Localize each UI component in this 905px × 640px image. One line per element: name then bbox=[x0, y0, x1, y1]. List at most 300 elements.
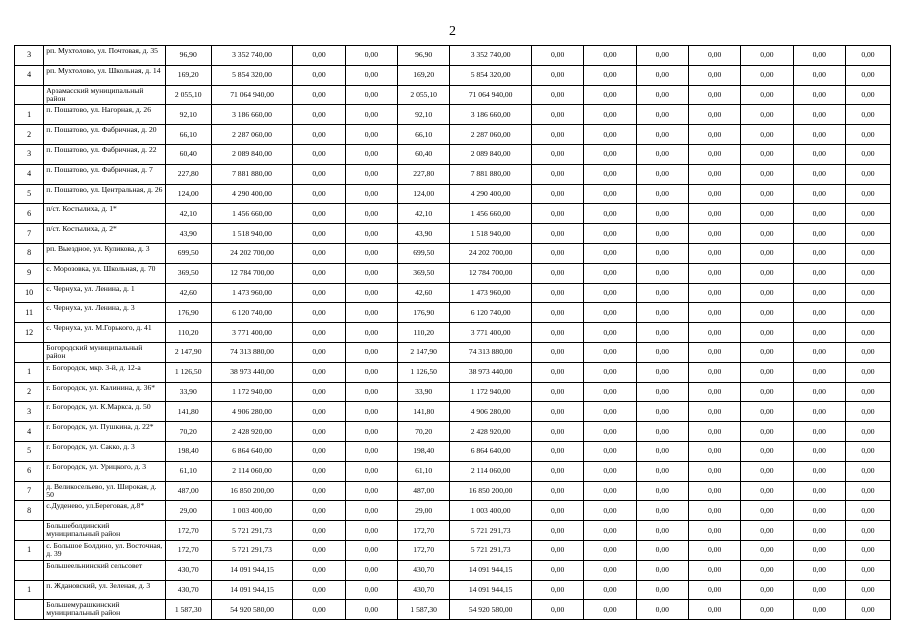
value-cell: 0,00 bbox=[584, 85, 636, 105]
value-cell: 0,00 bbox=[584, 580, 636, 600]
value-cell: 0,00 bbox=[845, 441, 890, 461]
value-cell: 0,00 bbox=[636, 184, 688, 204]
value-cell: 0,00 bbox=[793, 422, 845, 442]
address-cell: Большеельнинский сельсовет bbox=[44, 560, 165, 580]
address-cell: п. Пошатово, ул. Нагорная, д. 26 bbox=[44, 105, 165, 125]
value-cell: 0,00 bbox=[793, 204, 845, 224]
value-cell: 33,90 bbox=[398, 382, 450, 402]
value-cell: 0,00 bbox=[293, 540, 345, 560]
row-number: 8 bbox=[15, 501, 44, 521]
table-row bbox=[15, 560, 891, 580]
address-cell: п. Пошатово, ул. Фабричная, д. 22 bbox=[44, 144, 165, 164]
value-cell: 0,00 bbox=[636, 125, 688, 145]
value-cell: 0,00 bbox=[688, 323, 740, 343]
value-cell: 4 906 280,00 bbox=[450, 402, 532, 422]
value-cell: 0,00 bbox=[688, 303, 740, 323]
row-number: 1 bbox=[15, 105, 44, 125]
row-number: 9 bbox=[15, 263, 44, 283]
value-cell: 1 126,50 bbox=[165, 362, 211, 382]
value-cell: 0,00 bbox=[636, 85, 688, 105]
value-cell: 0,00 bbox=[688, 224, 740, 244]
value-cell: 0,00 bbox=[793, 164, 845, 184]
address-cell: с. Морозовка, ул. Школьная, д. 70 bbox=[44, 263, 165, 283]
value-cell: 66,10 bbox=[165, 125, 211, 145]
value-cell: 7 881 880,00 bbox=[450, 164, 532, 184]
value-cell: 0,00 bbox=[584, 283, 636, 303]
value-cell: 0,00 bbox=[531, 204, 583, 224]
value-cell: 0,00 bbox=[345, 204, 397, 224]
value-cell: 70,20 bbox=[398, 422, 450, 442]
value-cell: 0,00 bbox=[688, 461, 740, 481]
value-cell: 0,00 bbox=[345, 263, 397, 283]
value-cell: 0,00 bbox=[688, 85, 740, 105]
table-row bbox=[15, 263, 891, 283]
value-cell: 92,10 bbox=[398, 105, 450, 125]
value-cell: 0,00 bbox=[531, 144, 583, 164]
value-cell: 1 172 940,00 bbox=[211, 382, 293, 402]
value-cell: 0,00 bbox=[293, 204, 345, 224]
value-cell: 0,00 bbox=[688, 263, 740, 283]
value-cell: 0,00 bbox=[741, 204, 793, 224]
value-cell: 0,00 bbox=[584, 65, 636, 85]
value-cell: 0,00 bbox=[531, 65, 583, 85]
value-cell: 42,10 bbox=[398, 204, 450, 224]
table-row bbox=[15, 46, 891, 66]
value-cell: 0,00 bbox=[345, 164, 397, 184]
address-cell: Богородский муниципальный район bbox=[44, 342, 165, 362]
value-cell: 369,50 bbox=[165, 263, 211, 283]
value-cell: 176,90 bbox=[165, 303, 211, 323]
value-cell: 0,00 bbox=[741, 342, 793, 362]
value-cell: 0,00 bbox=[845, 560, 890, 580]
value-cell: 0,00 bbox=[845, 105, 890, 125]
data-table bbox=[14, 45, 891, 620]
value-cell: 0,00 bbox=[345, 46, 397, 66]
value-cell: 172,70 bbox=[398, 540, 450, 560]
value-cell: 0,00 bbox=[345, 600, 397, 620]
value-cell: 0,00 bbox=[845, 263, 890, 283]
value-cell: 0,00 bbox=[531, 560, 583, 580]
value-cell: 54 920 580,00 bbox=[211, 600, 293, 620]
value-cell: 0,00 bbox=[741, 184, 793, 204]
value-cell: 0,00 bbox=[584, 342, 636, 362]
value-cell: 0,00 bbox=[636, 402, 688, 422]
value-cell: 2 287 060,00 bbox=[450, 125, 532, 145]
value-cell: 0,00 bbox=[688, 243, 740, 263]
value-cell: 0,00 bbox=[845, 303, 890, 323]
row-number: 1 bbox=[15, 540, 44, 560]
row-number: 1 bbox=[15, 580, 44, 600]
row-number: 2 bbox=[15, 125, 44, 145]
value-cell: 487,00 bbox=[398, 481, 450, 501]
value-cell: 0,00 bbox=[688, 105, 740, 125]
address-cell: п/ст. Костылиха, д. 2* bbox=[44, 224, 165, 244]
value-cell: 7 881 880,00 bbox=[211, 164, 293, 184]
value-cell: 0,00 bbox=[293, 501, 345, 521]
value-cell: 3 771 400,00 bbox=[450, 323, 532, 343]
value-cell: 0,00 bbox=[688, 65, 740, 85]
value-cell: 0,00 bbox=[793, 303, 845, 323]
value-cell: 1 473 960,00 bbox=[450, 283, 532, 303]
row-number bbox=[15, 600, 44, 620]
value-cell: 172,70 bbox=[398, 521, 450, 541]
row-number: 3 bbox=[15, 144, 44, 164]
value-cell: 0,00 bbox=[688, 422, 740, 442]
value-cell: 0,00 bbox=[345, 560, 397, 580]
value-cell: 141,80 bbox=[165, 402, 211, 422]
value-cell: 61,10 bbox=[398, 461, 450, 481]
value-cell: 0,00 bbox=[584, 46, 636, 66]
value-cell: 6 120 740,00 bbox=[211, 303, 293, 323]
value-cell: 0,00 bbox=[636, 600, 688, 620]
row-number: 10 bbox=[15, 283, 44, 303]
value-cell: 1 587,30 bbox=[398, 600, 450, 620]
value-cell: 6 120 740,00 bbox=[450, 303, 532, 323]
value-cell: 42,60 bbox=[398, 283, 450, 303]
value-cell: 0,00 bbox=[636, 224, 688, 244]
value-cell: 0,00 bbox=[345, 540, 397, 560]
value-cell: 0,00 bbox=[293, 461, 345, 481]
table-row bbox=[15, 362, 891, 382]
value-cell: 0,00 bbox=[688, 144, 740, 164]
value-cell: 172,70 bbox=[165, 521, 211, 541]
table-row bbox=[15, 144, 891, 164]
row-number: 1 bbox=[15, 362, 44, 382]
value-cell: 0,00 bbox=[688, 560, 740, 580]
value-cell: 0,00 bbox=[293, 303, 345, 323]
value-cell: 66,10 bbox=[398, 125, 450, 145]
value-cell: 5 721 291,73 bbox=[450, 521, 532, 541]
value-cell: 0,00 bbox=[741, 422, 793, 442]
value-cell: 0,00 bbox=[293, 323, 345, 343]
value-cell: 0,00 bbox=[688, 184, 740, 204]
value-cell: 0,00 bbox=[845, 580, 890, 600]
value-cell: 0,00 bbox=[793, 481, 845, 501]
value-cell: 1 518 940,00 bbox=[450, 224, 532, 244]
value-cell: 0,00 bbox=[345, 224, 397, 244]
value-cell: 0,00 bbox=[584, 362, 636, 382]
value-cell: 0,00 bbox=[741, 164, 793, 184]
value-cell: 1 003 400,00 bbox=[450, 501, 532, 521]
value-cell: 0,00 bbox=[793, 144, 845, 164]
value-cell: 0,00 bbox=[636, 481, 688, 501]
value-cell: 0,00 bbox=[793, 441, 845, 461]
value-cell: 0,00 bbox=[688, 521, 740, 541]
table-row bbox=[15, 85, 891, 105]
table-row bbox=[15, 402, 891, 422]
value-cell: 33,90 bbox=[165, 382, 211, 402]
value-cell: 0,00 bbox=[584, 184, 636, 204]
table-row bbox=[15, 303, 891, 323]
value-cell: 0,00 bbox=[345, 125, 397, 145]
value-cell: 0,00 bbox=[845, 243, 890, 263]
value-cell: 2 089 840,00 bbox=[211, 144, 293, 164]
value-cell: 1 518 940,00 bbox=[211, 224, 293, 244]
value-cell: 0,00 bbox=[636, 65, 688, 85]
value-cell: 0,00 bbox=[345, 521, 397, 541]
value-cell: 0,00 bbox=[688, 600, 740, 620]
row-number: 5 bbox=[15, 184, 44, 204]
value-cell: 176,90 bbox=[398, 303, 450, 323]
address-cell: рп. Мухтолово, ул. Почтовая, д. 35 bbox=[44, 46, 165, 66]
value-cell: 0,00 bbox=[345, 65, 397, 85]
address-cell: с. Чернуха, ул. М.Горького, д. 41 bbox=[44, 323, 165, 343]
table-row bbox=[15, 105, 891, 125]
value-cell: 0,00 bbox=[793, 342, 845, 362]
row-number: 6 bbox=[15, 204, 44, 224]
value-cell: 0,00 bbox=[584, 243, 636, 263]
value-cell: 3 186 660,00 bbox=[450, 105, 532, 125]
value-cell: 61,10 bbox=[165, 461, 211, 481]
value-cell: 4 290 400,00 bbox=[450, 184, 532, 204]
value-cell: 43,90 bbox=[165, 224, 211, 244]
value-cell: 0,00 bbox=[293, 283, 345, 303]
value-cell: 0,00 bbox=[531, 342, 583, 362]
table-row bbox=[15, 224, 891, 244]
value-cell: 0,00 bbox=[741, 501, 793, 521]
address-cell: Большеболдинский муниципальный район bbox=[44, 521, 165, 541]
value-cell: 2 428 920,00 bbox=[211, 422, 293, 442]
value-cell: 0,00 bbox=[793, 402, 845, 422]
row-number: 3 bbox=[15, 402, 44, 422]
value-cell: 369,50 bbox=[398, 263, 450, 283]
value-cell: 0,00 bbox=[293, 243, 345, 263]
table-row bbox=[15, 382, 891, 402]
value-cell: 0,00 bbox=[688, 540, 740, 560]
value-cell: 0,00 bbox=[293, 560, 345, 580]
value-cell: 0,00 bbox=[636, 560, 688, 580]
value-cell: 74 313 880,00 bbox=[450, 342, 532, 362]
value-cell: 2 055,10 bbox=[398, 85, 450, 105]
value-cell: 0,00 bbox=[845, 461, 890, 481]
value-cell: 38 973 440,00 bbox=[211, 362, 293, 382]
table-row bbox=[15, 600, 891, 620]
value-cell: 0,00 bbox=[741, 224, 793, 244]
value-cell: 0,00 bbox=[584, 521, 636, 541]
value-cell: 0,00 bbox=[345, 184, 397, 204]
value-cell: 169,20 bbox=[165, 65, 211, 85]
value-cell: 0,00 bbox=[688, 362, 740, 382]
value-cell: 0,00 bbox=[793, 540, 845, 560]
value-cell: 699,50 bbox=[398, 243, 450, 263]
value-cell: 0,00 bbox=[293, 144, 345, 164]
value-cell: 1 473 960,00 bbox=[211, 283, 293, 303]
value-cell: 141,80 bbox=[398, 402, 450, 422]
value-cell: 0,00 bbox=[345, 283, 397, 303]
value-cell: 0,00 bbox=[584, 263, 636, 283]
value-cell: 0,00 bbox=[636, 303, 688, 323]
value-cell: 12 784 700,00 bbox=[450, 263, 532, 283]
value-cell: 0,00 bbox=[741, 243, 793, 263]
value-cell: 0,00 bbox=[741, 65, 793, 85]
value-cell: 0,00 bbox=[793, 501, 845, 521]
value-cell: 0,00 bbox=[531, 46, 583, 66]
table-row bbox=[15, 65, 891, 85]
value-cell: 0,00 bbox=[845, 323, 890, 343]
value-cell: 0,00 bbox=[741, 540, 793, 560]
table-row bbox=[15, 164, 891, 184]
value-cell: 1 126,50 bbox=[398, 362, 450, 382]
value-cell: 0,00 bbox=[345, 461, 397, 481]
value-cell: 54 920 580,00 bbox=[450, 600, 532, 620]
value-cell: 0,00 bbox=[584, 422, 636, 442]
value-cell: 0,00 bbox=[293, 164, 345, 184]
address-cell: д. Великосельево, ул. Широкая, д. 50 bbox=[44, 481, 165, 501]
value-cell: 0,00 bbox=[636, 263, 688, 283]
value-cell: 29,00 bbox=[165, 501, 211, 521]
value-cell: 0,00 bbox=[531, 125, 583, 145]
value-cell: 0,00 bbox=[636, 164, 688, 184]
value-cell: 60,40 bbox=[165, 144, 211, 164]
value-cell: 3 771 400,00 bbox=[211, 323, 293, 343]
address-cell: г. Богородск, ул. Пушкина, д. 22* bbox=[44, 422, 165, 442]
table-row bbox=[15, 184, 891, 204]
table-row bbox=[15, 540, 891, 560]
value-cell: 0,00 bbox=[741, 125, 793, 145]
address-cell: с. Чернуха, ул. Ленина, д. 3 bbox=[44, 303, 165, 323]
address-cell: п. Ждановский, ул. Зеленая, д. 3 bbox=[44, 580, 165, 600]
value-cell: 0,00 bbox=[345, 144, 397, 164]
value-cell: 0,00 bbox=[584, 461, 636, 481]
value-cell: 2 147,90 bbox=[398, 342, 450, 362]
value-cell: 0,00 bbox=[793, 46, 845, 66]
value-cell: 0,00 bbox=[793, 362, 845, 382]
value-cell: 0,00 bbox=[793, 65, 845, 85]
value-cell: 0,00 bbox=[845, 85, 890, 105]
value-cell: 4 906 280,00 bbox=[211, 402, 293, 422]
value-cell: 0,00 bbox=[531, 441, 583, 461]
value-cell: 0,00 bbox=[531, 382, 583, 402]
table-row bbox=[15, 342, 891, 362]
value-cell: 92,10 bbox=[165, 105, 211, 125]
row-number bbox=[15, 85, 44, 105]
value-cell: 0,00 bbox=[741, 402, 793, 422]
value-cell: 0,00 bbox=[531, 461, 583, 481]
table-row bbox=[15, 501, 891, 521]
value-cell: 124,00 bbox=[165, 184, 211, 204]
address-cell: п. Пошатово, ул. Центральная, д. 26 bbox=[44, 184, 165, 204]
value-cell: 0,00 bbox=[793, 560, 845, 580]
table-row bbox=[15, 204, 891, 224]
value-cell: 0,00 bbox=[293, 342, 345, 362]
value-cell: 0,00 bbox=[584, 303, 636, 323]
value-cell: 0,00 bbox=[845, 46, 890, 66]
value-cell: 0,00 bbox=[531, 402, 583, 422]
value-cell: 227,80 bbox=[398, 164, 450, 184]
value-cell: 0,00 bbox=[845, 184, 890, 204]
value-cell: 0,00 bbox=[845, 481, 890, 501]
value-cell: 0,00 bbox=[584, 382, 636, 402]
value-cell: 198,40 bbox=[165, 441, 211, 461]
value-cell: 124,00 bbox=[398, 184, 450, 204]
value-cell: 430,70 bbox=[165, 560, 211, 580]
value-cell: 0,00 bbox=[688, 125, 740, 145]
value-cell: 0,00 bbox=[584, 224, 636, 244]
value-cell: 2 428 920,00 bbox=[450, 422, 532, 442]
address-cell: с. Большое Болдино, ул. Восточная, д. 39 bbox=[44, 540, 165, 560]
value-cell: 0,00 bbox=[531, 243, 583, 263]
value-cell: 0,00 bbox=[345, 303, 397, 323]
value-cell: 0,00 bbox=[845, 402, 890, 422]
table-row bbox=[15, 125, 891, 145]
value-cell: 0,00 bbox=[845, 362, 890, 382]
table-row bbox=[15, 283, 891, 303]
value-cell: 0,00 bbox=[293, 580, 345, 600]
value-cell: 0,00 bbox=[584, 540, 636, 560]
value-cell: 1 456 660,00 bbox=[211, 204, 293, 224]
value-cell: 0,00 bbox=[345, 382, 397, 402]
value-cell: 430,70 bbox=[398, 580, 450, 600]
address-cell: г. Богородск, ул. Урицкого, д. 3 bbox=[44, 461, 165, 481]
row-number: 7 bbox=[15, 224, 44, 244]
value-cell: 0,00 bbox=[636, 144, 688, 164]
value-cell: 0,00 bbox=[636, 283, 688, 303]
value-cell: 0,00 bbox=[345, 105, 397, 125]
value-cell: 0,00 bbox=[741, 144, 793, 164]
value-cell: 0,00 bbox=[345, 580, 397, 600]
value-cell: 0,00 bbox=[793, 224, 845, 244]
value-cell: 0,00 bbox=[584, 402, 636, 422]
value-cell: 0,00 bbox=[793, 600, 845, 620]
value-cell: 5 854 320,00 bbox=[450, 65, 532, 85]
value-cell: 74 313 880,00 bbox=[211, 342, 293, 362]
value-cell: 0,00 bbox=[793, 461, 845, 481]
value-cell: 0,00 bbox=[793, 580, 845, 600]
value-cell: 42,60 bbox=[165, 283, 211, 303]
value-cell: 0,00 bbox=[845, 125, 890, 145]
table-row bbox=[15, 580, 891, 600]
value-cell: 0,00 bbox=[345, 323, 397, 343]
value-cell: 0,00 bbox=[741, 441, 793, 461]
value-cell: 12 784 700,00 bbox=[211, 263, 293, 283]
value-cell: 0,00 bbox=[584, 560, 636, 580]
value-cell: 0,00 bbox=[293, 402, 345, 422]
value-cell: 0,00 bbox=[293, 85, 345, 105]
value-cell: 14 091 944,15 bbox=[211, 560, 293, 580]
value-cell: 0,00 bbox=[345, 342, 397, 362]
table-row bbox=[15, 521, 891, 541]
value-cell: 0,00 bbox=[531, 283, 583, 303]
value-cell: 0,00 bbox=[584, 204, 636, 224]
value-cell: 0,00 bbox=[793, 125, 845, 145]
row-number: 12 bbox=[15, 323, 44, 343]
value-cell: 227,80 bbox=[165, 164, 211, 184]
value-cell: 0,00 bbox=[741, 382, 793, 402]
value-cell: 0,00 bbox=[293, 600, 345, 620]
value-cell: 0,00 bbox=[531, 600, 583, 620]
value-cell: 0,00 bbox=[345, 441, 397, 461]
value-cell: 110,20 bbox=[165, 323, 211, 343]
value-cell: 2 287 060,00 bbox=[211, 125, 293, 145]
value-cell: 0,00 bbox=[531, 501, 583, 521]
value-cell: 198,40 bbox=[398, 441, 450, 461]
value-cell: 0,00 bbox=[845, 204, 890, 224]
table-row bbox=[15, 441, 891, 461]
value-cell: 0,00 bbox=[584, 164, 636, 184]
value-cell: 0,00 bbox=[531, 422, 583, 442]
value-cell: 0,00 bbox=[793, 521, 845, 541]
address-cell: п. Пошатово, ул. Фабричная, д. 20 bbox=[44, 125, 165, 145]
value-cell: 0,00 bbox=[793, 105, 845, 125]
value-cell: 0,00 bbox=[845, 342, 890, 362]
value-cell: 4 290 400,00 bbox=[211, 184, 293, 204]
value-cell: 0,00 bbox=[845, 144, 890, 164]
value-cell: 0,00 bbox=[636, 46, 688, 66]
row-number bbox=[15, 560, 44, 580]
address-cell: рп. Мухтолово, ул. Школьная, д. 14 bbox=[44, 65, 165, 85]
value-cell: 38 973 440,00 bbox=[450, 362, 532, 382]
value-cell: 0,00 bbox=[741, 481, 793, 501]
